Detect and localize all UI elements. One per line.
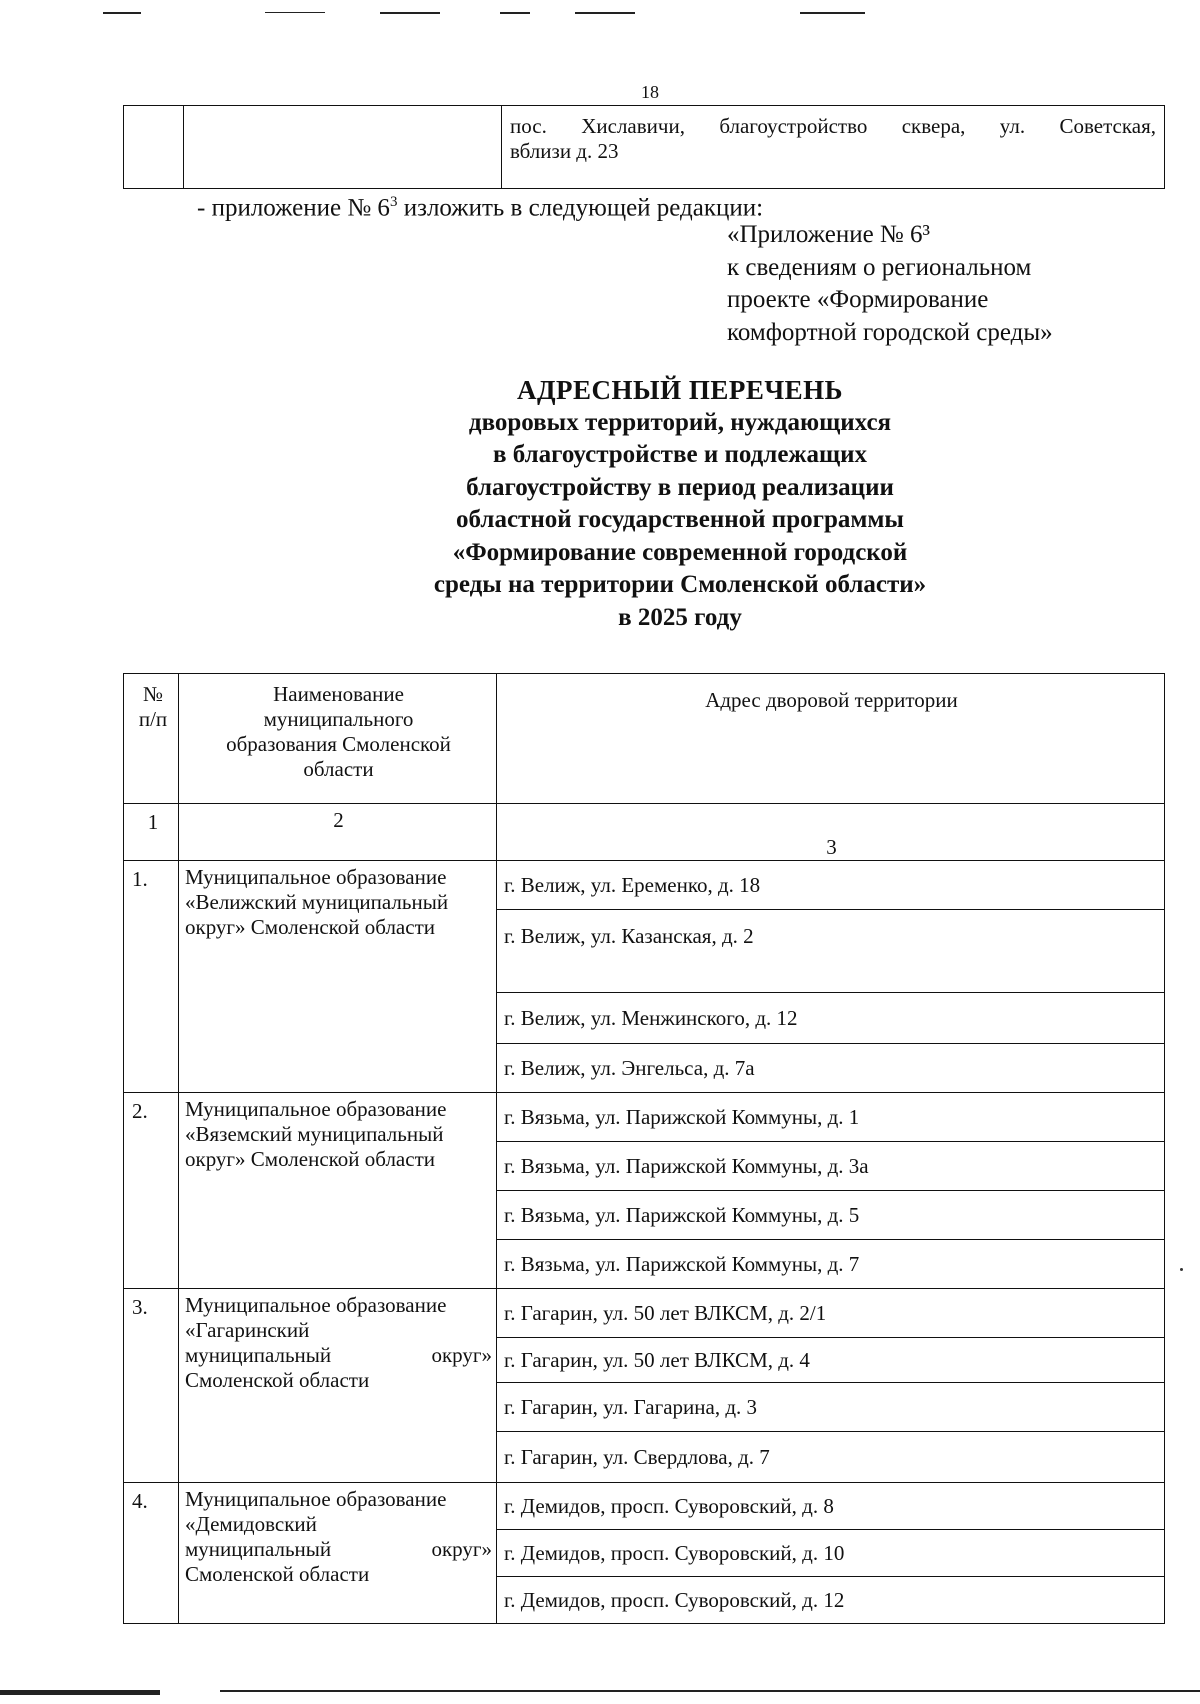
address-cell: г. Гагарин, ул. 50 лет ВЛКСМ, д. 2/1 <box>497 1289 1165 1338</box>
title-line: в 2025 году <box>618 603 742 631</box>
municipality-text: муниципальный округ» <box>185 1343 492 1367</box>
title-line: среды на территории Смоленской области» <box>433 571 927 598</box>
address-cell: г. Велиж, ул. Энгельса, д. 7а <box>497 1044 1165 1093</box>
municipality-text: Смоленской области <box>185 1562 370 1586</box>
municipality-cell <box>179 861 497 1093</box>
municipality-text: Муниципальное образование <box>185 865 447 889</box>
header-text: п/п <box>138 707 168 731</box>
municipality-text: Смоленской области <box>185 1368 370 1392</box>
header-cell-number <box>124 674 179 804</box>
header-cell-address: Адрес дворовой территории <box>497 674 1165 804</box>
header-text: области <box>303 757 374 781</box>
table-row <box>124 1483 1165 1530</box>
title-main: АДРЕСНЫЙ ПЕРЕЧЕНЬ <box>516 375 844 405</box>
scan-artifact-line <box>800 12 865 14</box>
title-line: «Формирование современной городской <box>452 538 908 566</box>
municipality-text: «Демидовский <box>185 1512 317 1536</box>
address-cell: г. Велиж, ул. Казанская, д. 2 <box>497 910 1165 993</box>
address-cell: г. Вязьма, ул. Парижской Коммуны, д. 3а <box>497 1142 1165 1191</box>
header-cell-municipality <box>179 674 497 804</box>
municipality-text: «Вяземский муниципальный <box>185 1122 444 1146</box>
municipality-text: Муниципальное образование <box>185 1293 447 1317</box>
header-text: Наименование <box>273 682 404 706</box>
row-number: 4. <box>124 1483 179 1624</box>
instruction-tail: изложить в следующей редакции: <box>397 194 764 222</box>
annex-line: комфортной городской среды» <box>727 318 1053 346</box>
title-line: благоустройству в период реализации <box>466 473 894 501</box>
municipality-cell <box>179 1483 497 1624</box>
municipality-cell <box>179 1289 497 1483</box>
table-cell <box>124 106 184 189</box>
scan-artifact-line <box>380 12 440 14</box>
address-cell: г. Гагарин, ул. Свердлова, д. 7 <box>497 1432 1165 1483</box>
table-row <box>124 106 1165 189</box>
instruction-main: - приложение № 6 <box>197 194 390 222</box>
municipality-text: муниципальный округ» <box>185 1537 492 1561</box>
address-cell: г. Вязьма, ул. Парижской Коммуны, д. 1 <box>497 1093 1165 1142</box>
header-text: № <box>142 682 164 706</box>
header-text: образования Смоленской <box>226 732 451 756</box>
address-text: вблизи д. 23 <box>510 139 619 163</box>
scan-artifact-line <box>0 1690 160 1695</box>
table-row <box>124 861 1165 910</box>
column-number: 3 <box>497 804 1165 861</box>
address-text: пос. Хиславичи, благоустройство сквера, ул. Советская, <box>510 114 1156 138</box>
table-header-row <box>124 674 1165 804</box>
annex-line: к сведениям о региональном <box>727 253 1032 281</box>
table-cell <box>184 106 502 189</box>
address-cell: г. Вязьма, ул. Парижской Коммуны, д. 7 <box>497 1240 1165 1289</box>
address-list-table <box>123 673 1165 1624</box>
scan-artifact-line <box>265 12 325 13</box>
row-number: 2. <box>124 1093 179 1289</box>
table-row <box>124 1093 1165 1142</box>
scan-artifact-dot <box>1180 1268 1183 1271</box>
address-cell: г. Гагарин, ул. 50 лет ВЛКСМ, д. 4 <box>497 1338 1165 1383</box>
municipality-text: Муниципальное образование <box>185 1487 447 1511</box>
column-number: 2 <box>179 804 497 861</box>
municipality-text: «Гагаринский <box>185 1318 310 1342</box>
municipality-text: округ» Смоленской области <box>185 1147 435 1171</box>
instruction-superscript: 3 <box>389 194 398 210</box>
municipality-cell <box>179 1093 497 1289</box>
row-number: 3. <box>124 1289 179 1483</box>
annex-reference <box>727 219 1053 349</box>
page-number: 18 <box>641 82 659 102</box>
column-number: 1 <box>124 804 179 861</box>
address-cell: г. Велиж, ул. Еременко, д. 18 <box>497 861 1165 910</box>
annex-line: проекте «Формирование <box>727 286 989 313</box>
annex-line: «Приложение № 6³ <box>727 221 931 248</box>
scan-artifact-line <box>575 12 635 14</box>
address-cell <box>502 106 1165 189</box>
municipality-text: Муниципальное образование <box>185 1097 447 1121</box>
municipality-text: «Велижский муниципальный <box>185 890 449 914</box>
table-row <box>124 1289 1165 1338</box>
document-title <box>320 374 1040 634</box>
address-cell: г. Вязьма, ул. Парижской Коммуны, д. 5 <box>497 1191 1165 1240</box>
title-line: в благоустройстве и подлежащих <box>492 441 868 468</box>
address-cell: г. Демидов, просп. Суворовский, д. 10 <box>497 1530 1165 1577</box>
scan-artifact-line <box>103 12 141 14</box>
address-cell: г. Гагарин, ул. Гагарина, д. 3 <box>497 1383 1165 1432</box>
address-cell: г. Демидов, просп. Суворовский, д. 12 <box>497 1577 1165 1624</box>
scan-artifact-line <box>500 12 530 14</box>
municipality-text: округ» Смоленской области <box>185 915 435 939</box>
column-number-row <box>124 804 1165 861</box>
continuation-table <box>123 105 1165 189</box>
title-line: областной государственной программы <box>456 506 904 533</box>
instruction-text <box>197 186 763 224</box>
address-cell: г. Демидов, просп. Суворовский, д. 8 <box>497 1483 1165 1530</box>
header-text: муниципального <box>263 707 414 731</box>
scan-artifact-line <box>220 1690 1200 1692</box>
title-line: дворовых территорий, нуждающихся <box>468 408 892 436</box>
address-cell: г. Велиж, ул. Менжинского, д. 12 <box>497 993 1165 1044</box>
row-number: 1. <box>124 861 179 1093</box>
